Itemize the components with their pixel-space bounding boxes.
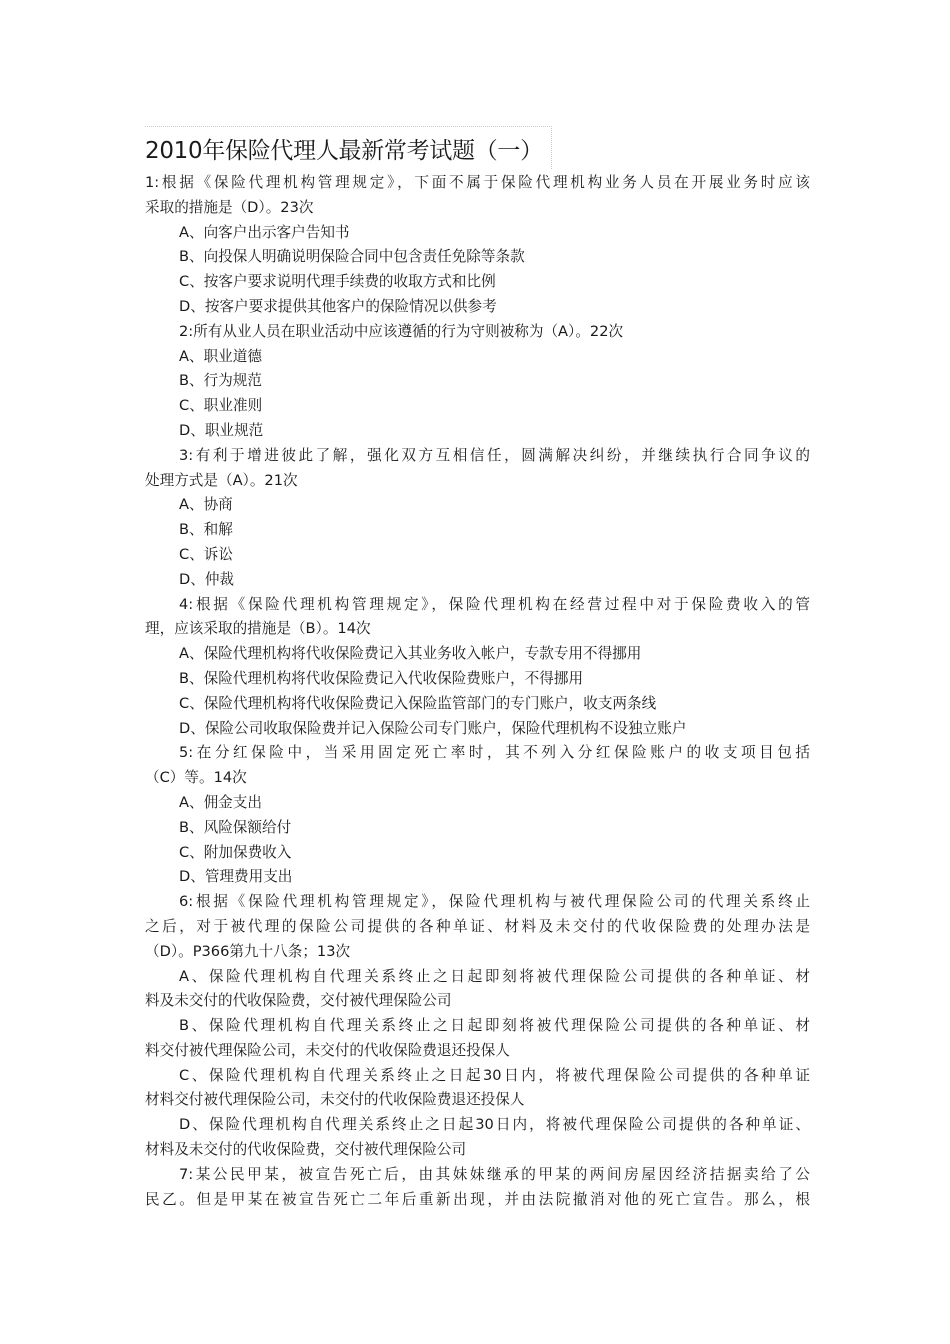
text-line: （C）等。14次 <box>145 769 247 787</box>
text-line: C、诉讼 <box>179 545 233 563</box>
text-line: 民乙。但是甲某在被宣告死亡二年后重新出现，并由法院撤消对他的死亡宣告。那么，根 <box>145 1190 810 1208</box>
text-line: 3:有利于增进彼此了解，强化双方互相信任，圆满解决纠纷，并继续执行合同争议的 <box>179 446 810 464</box>
document-page <box>145 126 810 1212</box>
text-line: 采取的措施是（D）。23次 <box>145 198 314 216</box>
text-line: C、按客户要求说明代理手续费的收取方式和比例 <box>179 273 496 291</box>
text-line: 料及未交付的代收保险费，交付被代理保险公司 <box>145 992 452 1010</box>
text-line: 之后，对于被代理的保险公司提供的各种单证、材料及未交付的代收保险费的处理办法是 <box>145 917 810 935</box>
text-line: B、向投保人明确说明保险合同中包含责任免除等条款 <box>179 248 525 266</box>
document-title: 2010年保险代理人最新常考试题（一） <box>145 138 543 164</box>
text-line: A、协商 <box>179 496 233 514</box>
text-line: A、向客户出示客户告知书 <box>179 223 350 241</box>
text-line: A、保险代理机构将代收保险费记入其业务收入帐户，专款专用不得挪用 <box>179 645 642 663</box>
text-line: 处理方式是（A）。21次 <box>145 471 298 489</box>
text-line: （D）。P366第九十八条；13次 <box>145 942 351 960</box>
text-line: C、附加保费收入 <box>179 843 292 861</box>
text-line: D、按客户要求提供其他客户的保险情况以供参考 <box>179 297 497 315</box>
text-line: B、行为规范 <box>179 372 262 390</box>
text-line: D、职业规范 <box>179 421 264 439</box>
text-line: 4:根据《保险代理机构管理规定》，保险代理机构在经营过程中对于保险费收入的管 <box>179 595 810 613</box>
title-box <box>145 126 552 169</box>
text-line: 材料及未交付的代收保险费，交付被代理保险公司 <box>145 1141 467 1159</box>
text-line: 5:在分红保险中，当采用固定死亡率时，其不列入分红保险账户的收支项目包括 <box>179 744 810 762</box>
text-line: 2:所有从业人员在职业活动中应该遵循的行为守则被称为（A）。22次 <box>179 322 624 340</box>
text-line: 材料交付被代理保险公司，未交付的代收保险费退还投保人 <box>145 1091 525 1109</box>
text-line: 7:某公民甲某，被宣告死亡后，由其妹妹继承的甲某的两间房屋因经济拮据卖给了公 <box>179 1165 810 1183</box>
text-line: 6:根据《保险代理机构管理规定》，保险代理机构与被代理保险公司的代理关系终止 <box>179 893 810 911</box>
text-line: A、保险代理机构自代理关系终止之日起即刻将被代理保险公司提供的各种单证、材 <box>179 967 810 985</box>
text-line: D、仲裁 <box>179 570 235 588</box>
text-line: 1:根据《保险代理机构管理规定》，下面不属于保险代理机构业务人员在开展业务时应该 <box>145 174 810 191</box>
text-line: A、佣金支出 <box>179 793 262 811</box>
text-line: C、保险代理机构自代理关系终止之日起30日内，将被代理保险公司提供的各种单证 <box>179 1066 810 1084</box>
document-body <box>145 171 810 1212</box>
text-line: B、保险代理机构将代收保险费记入代收保险费账户，不得挪用 <box>179 669 584 687</box>
text-line: B、风险保额给付 <box>179 818 292 836</box>
text-line: C、保险代理机构将代收保险费记入保险监管部门的专门账户，收支两条线 <box>179 694 657 712</box>
text-line: 理，应该采取的措施是（B）。14次 <box>145 620 371 638</box>
text-line: B、和解 <box>179 521 233 539</box>
text-line: B、保险代理机构自代理关系终止之日起即刻将被代理保险公司提供的各种单证、材 <box>179 1017 810 1035</box>
text-line: C、职业准则 <box>179 397 263 415</box>
text-line: D、保险公司收取保险费并记入保险公司专门账户，保险代理机构不设独立账户 <box>179 719 687 737</box>
text-line: A、职业道德 <box>179 347 262 365</box>
text-line: 料交付被代理保险公司，未交付的代收保险费退还投保人 <box>145 1041 510 1059</box>
text-line: D、管理费用支出 <box>179 868 293 886</box>
text-line: D、保险代理机构自代理关系终止之日起30日内，将被代理保险公司提供的各种单证、 <box>179 1116 810 1134</box>
